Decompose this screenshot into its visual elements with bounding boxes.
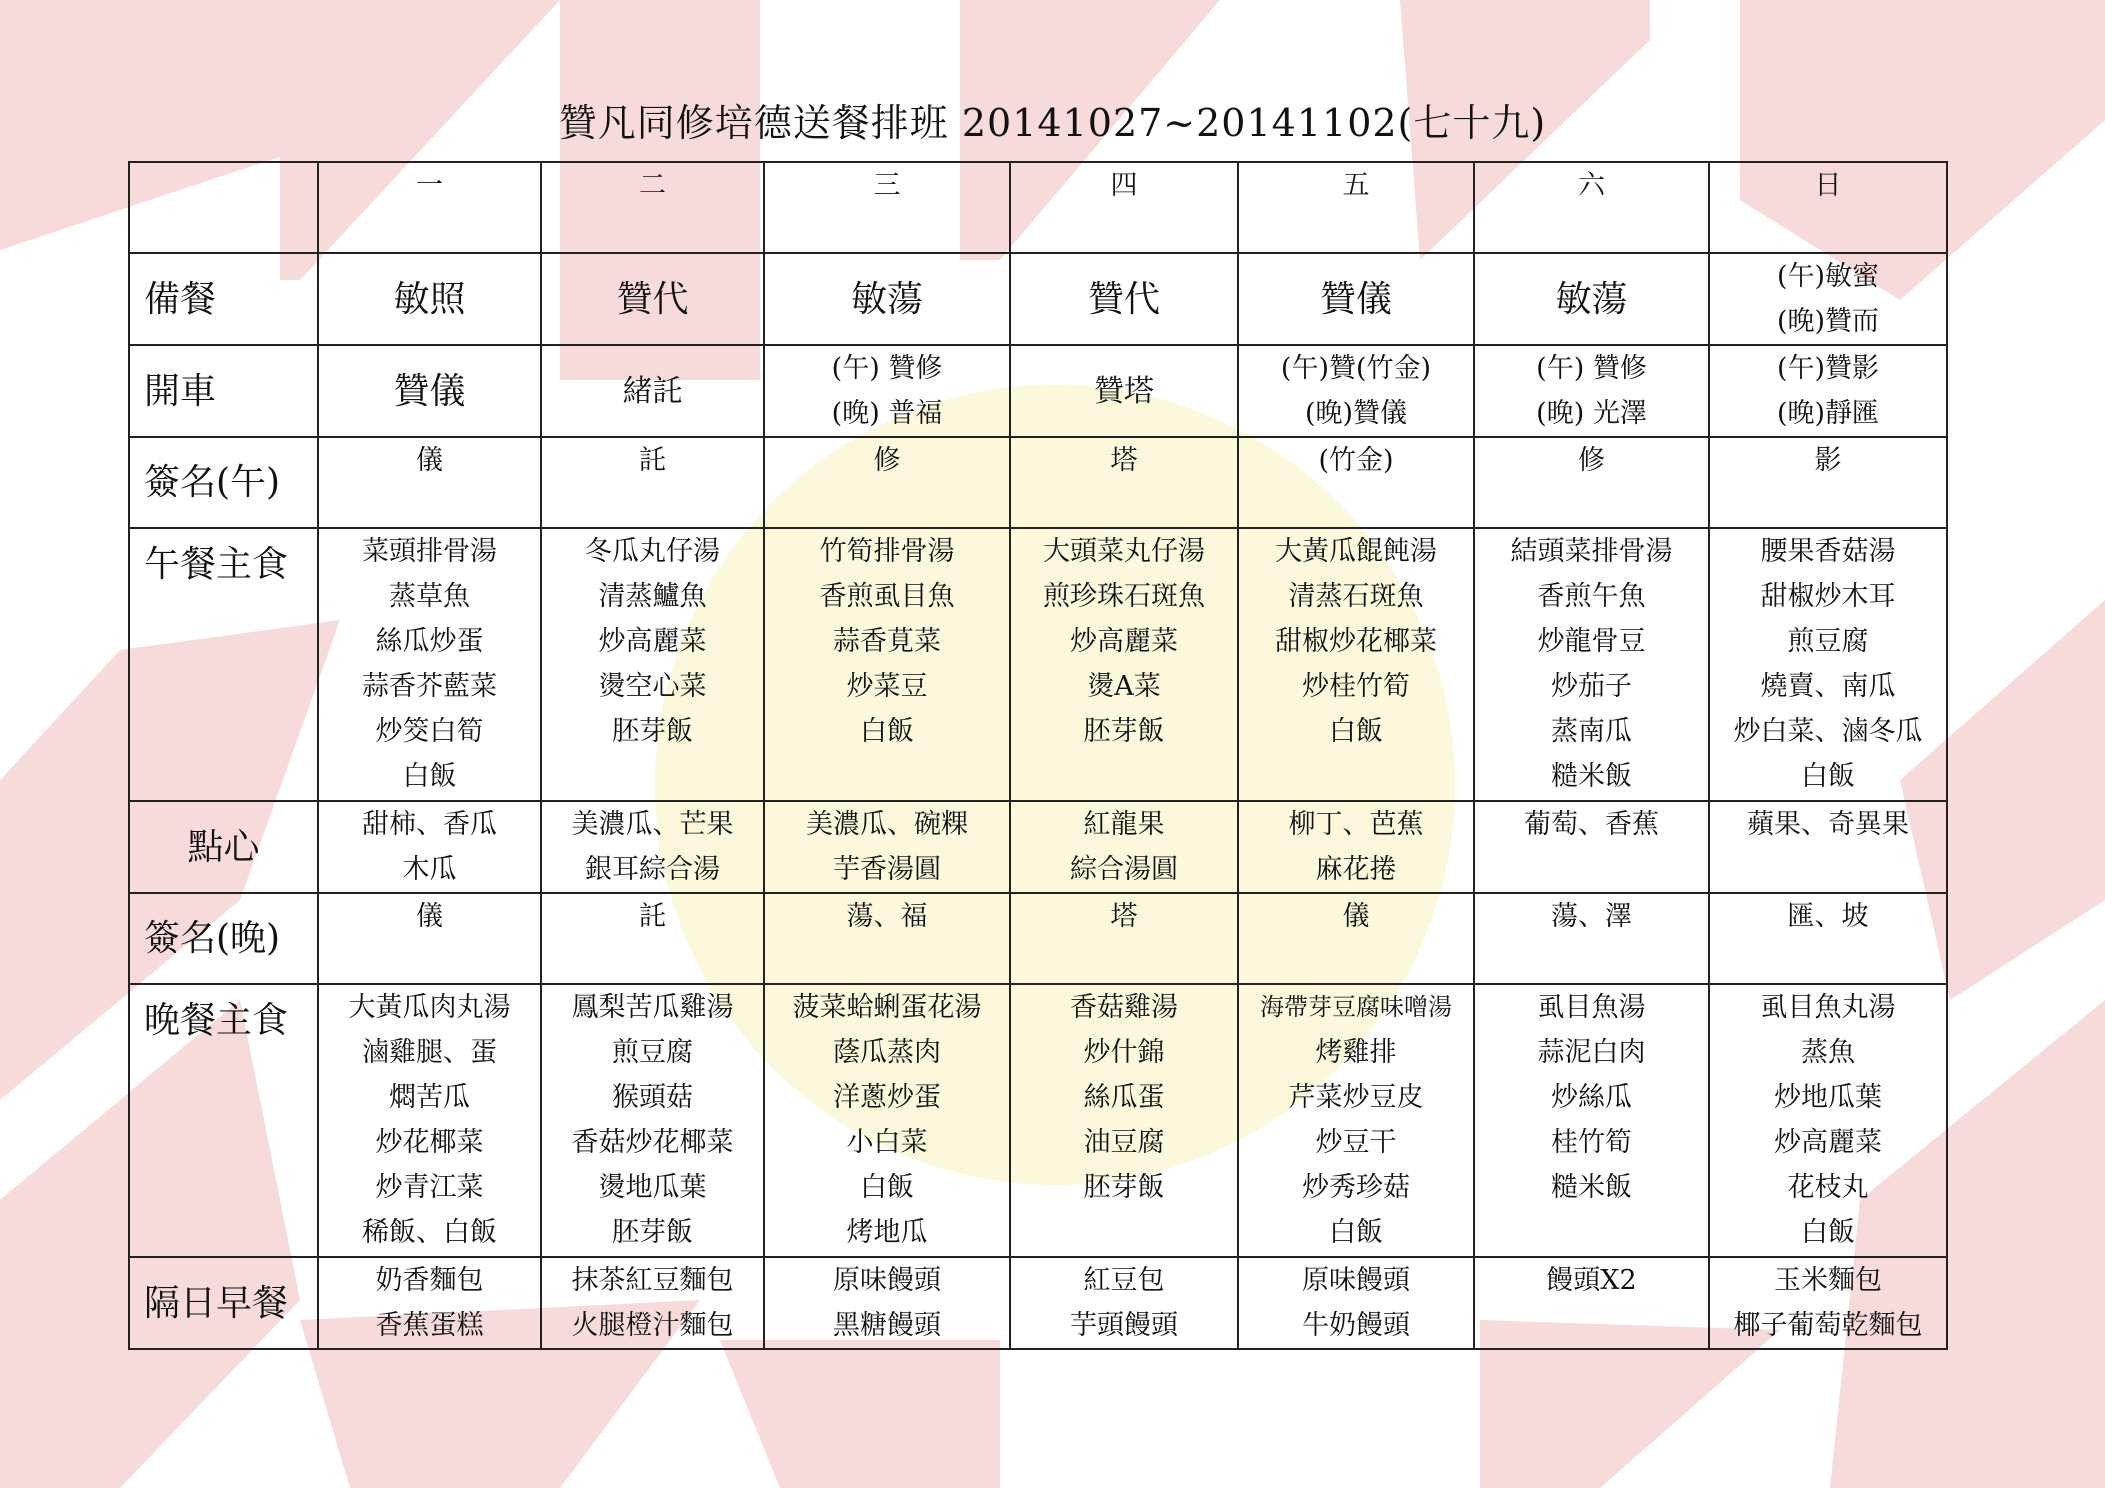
day-header: 四 — [1010, 162, 1238, 253]
cell-line: 猴頭菇 — [612, 1082, 693, 1113]
cell-line: 糙米飯 — [1551, 761, 1632, 792]
day-header: 五 — [1238, 162, 1474, 253]
cell-line: 鳳梨苦瓜雞湯 — [571, 992, 734, 1023]
cell-line: 敏蕩 — [1555, 278, 1628, 320]
cell-line: 芋頭饅頭 — [1070, 1310, 1178, 1341]
table-cell — [318, 1257, 541, 1349]
lunch-row — [129, 528, 1947, 801]
cell-line: 炒絲瓜 — [1551, 1082, 1632, 1113]
table-cell — [318, 528, 541, 801]
table-cell — [1010, 253, 1238, 345]
cell-line: 炒龍骨豆 — [1537, 626, 1646, 657]
cell-line: 饅頭X2 — [1546, 1265, 1637, 1296]
cell-line: 炒什錦 — [1083, 1037, 1165, 1068]
table-cell — [541, 253, 764, 345]
cell-line: 胚芽飯 — [612, 1217, 693, 1248]
row-label-text: 晚餐主食 — [144, 1000, 289, 1041]
cell-line: 蔭瓜蒸肉 — [833, 1037, 941, 1068]
cell-line: 炒花椰菜 — [375, 1127, 484, 1158]
cell-line: 炒高麗菜 — [598, 626, 707, 657]
row-label-breakfast: 隔日早餐 — [129, 1257, 318, 1349]
cell-line: 腰果香菇湯 — [1760, 536, 1896, 567]
table-cell — [1474, 893, 1709, 984]
table-cell — [1474, 253, 1709, 345]
cell-line: 託 — [639, 445, 666, 476]
table-cell — [1709, 437, 1947, 528]
table-cell — [318, 345, 541, 437]
cell-line: 洋蔥炒蛋 — [833, 1082, 941, 1113]
cell-line: 儀 — [1342, 901, 1370, 932]
cell-line: 敏蕩 — [850, 278, 923, 320]
cell-line: 甜椒炒花椰菜 — [1275, 626, 1437, 657]
corner-cell — [129, 162, 318, 253]
cell-line: 炒豆干 — [1315, 1127, 1397, 1158]
cell-line: 菜頭排骨湯 — [362, 536, 497, 567]
cell-line: 煎豆腐 — [1787, 626, 1869, 657]
cell-line: 烤雞排 — [1315, 1037, 1397, 1068]
row-label-text: 午餐主食 — [144, 544, 289, 585]
row-label-snack: 點心 — [129, 801, 318, 893]
cell-line: 儀 — [416, 445, 443, 476]
cell-line: 蒜香芥藍菜 — [362, 671, 497, 702]
cell-line: (午) 贊修 — [831, 353, 943, 384]
cell-line: 匯、坡 — [1787, 901, 1869, 932]
cell-line: 炒青江菜 — [375, 1172, 484, 1203]
cell-line: 美濃瓜、碗粿 — [806, 809, 968, 840]
cell-line: 蕩、福 — [846, 901, 928, 932]
cell-line: (午)敏蜜 — [1776, 261, 1880, 292]
breakfast-row — [129, 1257, 1947, 1349]
prep-row — [129, 253, 1947, 345]
header-row — [129, 162, 1947, 253]
cell-line: 白飯 — [1801, 1217, 1855, 1248]
table-cell — [764, 345, 1010, 437]
cell-line: 花枝丸 — [1787, 1172, 1869, 1203]
table-cell — [1238, 345, 1474, 437]
table-cell — [1238, 1257, 1474, 1349]
cell-line: 菠菜蛤蜊蛋花湯 — [792, 992, 982, 1023]
cell-line: 炒桂竹筍 — [1302, 671, 1410, 702]
cell-line: 胚芽飯 — [1083, 1172, 1165, 1203]
table-cell — [1709, 253, 1947, 345]
cell-line: 胚芽飯 — [1083, 716, 1165, 747]
table-cell — [1010, 801, 1238, 893]
cell-line: 香菇雞湯 — [1070, 992, 1178, 1023]
cell-line: 蒸南瓜 — [1551, 716, 1632, 747]
day-header: 六 — [1474, 162, 1709, 253]
cell-line: (竹金) — [1318, 445, 1394, 476]
table-cell — [1010, 345, 1238, 437]
cell-line: 香煎虱目魚 — [819, 581, 955, 612]
cell-line: 蒸魚 — [1801, 1037, 1855, 1068]
cell-line: 蒜香莧菜 — [833, 626, 941, 657]
cell-line: 白飯 — [1329, 1217, 1383, 1248]
table-cell — [1709, 893, 1947, 984]
cell-line: 稀飯、白飯 — [362, 1217, 497, 1248]
cell-line: (晚)贊而 — [1776, 306, 1880, 337]
table-cell — [541, 345, 764, 437]
cell-line: 清蒸石斑魚 — [1288, 581, 1424, 612]
cell-line: 香煎午魚 — [1537, 581, 1646, 612]
table-cell — [1238, 893, 1474, 984]
cell-line: 蕩、澤 — [1551, 901, 1632, 932]
cell-line: 烤地瓜 — [846, 1217, 928, 1248]
row-label-lunch — [129, 528, 318, 801]
table-cell — [764, 801, 1010, 893]
table-cell — [541, 437, 764, 528]
table-cell — [1474, 801, 1709, 893]
cell-line: 蒜泥白肉 — [1537, 1037, 1646, 1068]
cell-line: 絲瓜蛋 — [1083, 1082, 1165, 1113]
table-cell — [1238, 528, 1474, 801]
table-cell — [1238, 801, 1474, 893]
table-cell — [318, 984, 541, 1257]
cell-line: 竹筍排骨湯 — [819, 536, 955, 567]
day-header: 三 — [764, 162, 1010, 253]
cell-line: (晚) 普福 — [831, 398, 943, 429]
table-cell — [1709, 345, 1947, 437]
table-cell — [1709, 528, 1947, 801]
table-cell — [1709, 984, 1947, 1257]
table-cell — [1010, 528, 1238, 801]
cell-line: 修 — [1578, 445, 1605, 476]
cell-line: 白飯 — [1329, 716, 1383, 747]
table-cell — [541, 893, 764, 984]
cell-line: 大黃瓜餛飩湯 — [1275, 536, 1437, 567]
cell-line: (午) 贊修 — [1536, 353, 1647, 384]
cell-line: 銀耳綜合湯 — [585, 854, 720, 885]
table-cell — [1238, 437, 1474, 528]
cell-line: 海帶芽豆腐味噌湯 — [1260, 993, 1452, 1021]
cell-line: 贊儀 — [1319, 278, 1392, 320]
cell-line: 修 — [873, 445, 901, 476]
cell-line: 煎珍珠石斑魚 — [1043, 581, 1205, 612]
cell-line: 玉米麵包 — [1774, 1265, 1882, 1296]
table-cell — [764, 528, 1010, 801]
cell-line: 桂竹筍 — [1551, 1127, 1632, 1158]
cell-line: 虱目魚丸湯 — [1760, 992, 1896, 1023]
cell-line: 大黃瓜肉丸湯 — [348, 992, 511, 1023]
row-label-dinner — [129, 984, 318, 1257]
table-cell — [764, 253, 1010, 345]
cell-line: 炒高麗菜 — [1070, 626, 1178, 657]
cell-line: 甜椒炒木耳 — [1760, 581, 1896, 612]
cell-line: 原味饅頭 — [1302, 1265, 1410, 1296]
row-label-sign-noon: 簽名(午) — [129, 437, 318, 528]
cell-line: 木瓜 — [402, 854, 457, 885]
cell-line: 牛奶饅頭 — [1302, 1310, 1410, 1341]
cell-line: 贊儀 — [393, 370, 466, 412]
cell-line: 贊代 — [1087, 278, 1160, 320]
table-cell — [541, 801, 764, 893]
cell-line: 燒賣、南瓜 — [1760, 671, 1896, 702]
cell-line: 黑糖饅頭 — [833, 1310, 941, 1341]
cell-line: 白飯 — [1801, 761, 1855, 792]
table-cell — [1709, 1257, 1947, 1349]
cell-line: 芋香湯圓 — [833, 854, 941, 885]
cell-line: 甜柿、香瓜 — [362, 809, 497, 840]
day-header: 二 — [541, 162, 764, 253]
table-cell — [1010, 437, 1238, 528]
snack-row — [129, 801, 1947, 893]
cell-line: 結頭菜排骨湯 — [1510, 536, 1673, 567]
cell-line: 燙空心菜 — [598, 671, 707, 702]
cell-line: 贊塔 — [1094, 373, 1154, 409]
table-cell — [1709, 801, 1947, 893]
table-cell — [1010, 893, 1238, 984]
table-cell — [541, 1257, 764, 1349]
cell-line: 香菇炒花椰菜 — [571, 1127, 734, 1158]
cell-line: 白飯 — [860, 716, 914, 747]
cell-line: 葡萄、香蕉 — [1524, 809, 1659, 840]
cell-line: 敏照 — [393, 278, 466, 320]
table-cell — [1238, 253, 1474, 345]
day-header: 日 — [1709, 162, 1947, 253]
cell-line: 蒸草魚 — [389, 581, 470, 612]
table-cell — [541, 528, 764, 801]
cell-line: 火腿橙汁麵包 — [571, 1310, 734, 1341]
table-cell — [1474, 437, 1709, 528]
table-cell — [318, 437, 541, 528]
cell-line: 香蕉蛋糕 — [375, 1310, 484, 1341]
cell-line: 炒白菜、滷冬瓜 — [1733, 716, 1923, 747]
cell-line: 紅豆包 — [1083, 1265, 1165, 1296]
sign-eve-row — [129, 893, 1947, 984]
cell-line: 白飯 — [860, 1172, 914, 1203]
cell-line: 炒秀珍菇 — [1302, 1172, 1410, 1203]
cell-line: 緒託 — [622, 373, 683, 409]
cell-line: (午)贊(竹金) — [1280, 353, 1432, 384]
table-cell — [764, 1257, 1010, 1349]
cell-line: 炒地瓜葉 — [1774, 1082, 1882, 1113]
table-cell — [764, 893, 1010, 984]
cell-line: 虱目魚湯 — [1537, 992, 1646, 1023]
table-cell — [318, 253, 541, 345]
cell-line: 炒筊白筍 — [375, 716, 484, 747]
cell-line: 託 — [639, 901, 666, 932]
schedule-table — [128, 161, 1948, 1350]
row-label-prep: 備餐 — [129, 253, 318, 345]
cell-line: 儀 — [416, 901, 443, 932]
cell-line: 贊代 — [616, 278, 689, 320]
cell-line: 白飯 — [402, 761, 457, 792]
cell-line: 炒高麗菜 — [1774, 1127, 1882, 1158]
cell-line: 燙地瓜葉 — [598, 1172, 707, 1203]
table-cell — [764, 437, 1010, 528]
cell-line: (晚) 光澤 — [1536, 398, 1647, 429]
cell-line: 胚芽飯 — [612, 716, 693, 747]
cell-line: 塔 — [1110, 901, 1138, 932]
table-cell — [764, 984, 1010, 1257]
cell-line: 綜合湯圓 — [1070, 854, 1178, 885]
cell-line: 紅龍果 — [1083, 809, 1165, 840]
table-cell — [1474, 984, 1709, 1257]
cell-line: 清蒸鱸魚 — [598, 581, 707, 612]
cell-line: (晚)靜匯 — [1776, 398, 1880, 429]
cell-line: (午)贊影 — [1776, 353, 1880, 384]
cell-line: 芹菜炒豆皮 — [1288, 1082, 1424, 1113]
cell-line: (晚)贊儀 — [1304, 398, 1408, 429]
cell-line: 煎豆腐 — [612, 1037, 693, 1068]
table-cell — [1474, 1257, 1709, 1349]
table-cell — [1238, 984, 1474, 1257]
cell-line: 影 — [1814, 445, 1842, 476]
table-cell — [1010, 984, 1238, 1257]
cell-line: 抹茶紅豆麵包 — [571, 1265, 734, 1296]
cell-line: 炒茄子 — [1551, 671, 1632, 702]
day-header: 一 — [318, 162, 541, 253]
cell-line: 麻花捲 — [1315, 854, 1397, 885]
cell-line: 滷雞腿、蛋 — [362, 1037, 497, 1068]
cell-line: 糙米飯 — [1551, 1172, 1632, 1203]
dinner-row — [129, 984, 1947, 1257]
cell-line: 美濃瓜、芒果 — [571, 809, 734, 840]
page-title: 贊凡同修培德送餐排班 20141027~20141102(七十九) — [558, 101, 1547, 145]
cell-line: 油豆腐 — [1083, 1127, 1165, 1158]
cell-line: 絲瓜炒蛋 — [375, 626, 484, 657]
row-label-sign-eve: 簽名(晚) — [129, 893, 318, 984]
cell-line: 小白菜 — [846, 1127, 928, 1158]
cell-line: 冬瓜丸仔湯 — [585, 536, 720, 567]
cell-line: 原味饅頭 — [833, 1265, 941, 1296]
cell-line: 塔 — [1110, 445, 1138, 476]
table-cell — [318, 801, 541, 893]
row-label-driver: 開車 — [129, 345, 318, 437]
cell-line: 大頭菜丸仔湯 — [1043, 536, 1205, 567]
cell-line: 椰子葡萄乾麵包 — [1733, 1310, 1923, 1341]
table-cell — [1010, 1257, 1238, 1349]
cell-line: 燙A菜 — [1087, 671, 1161, 702]
sign-noon-row — [129, 437, 1947, 528]
cell-line: 蘋果、奇異果 — [1747, 809, 1909, 840]
cell-line: 炒菜豆 — [846, 671, 928, 702]
driver-row — [129, 345, 1947, 437]
table-cell — [1474, 345, 1709, 437]
table-cell — [318, 893, 541, 984]
cell-line: 柳丁、芭蕉 — [1288, 809, 1424, 840]
table-cell — [541, 984, 764, 1257]
table-cell — [1474, 528, 1709, 801]
cell-line: 奶香麵包 — [375, 1265, 484, 1296]
cell-line: 燜苦瓜 — [389, 1082, 470, 1113]
